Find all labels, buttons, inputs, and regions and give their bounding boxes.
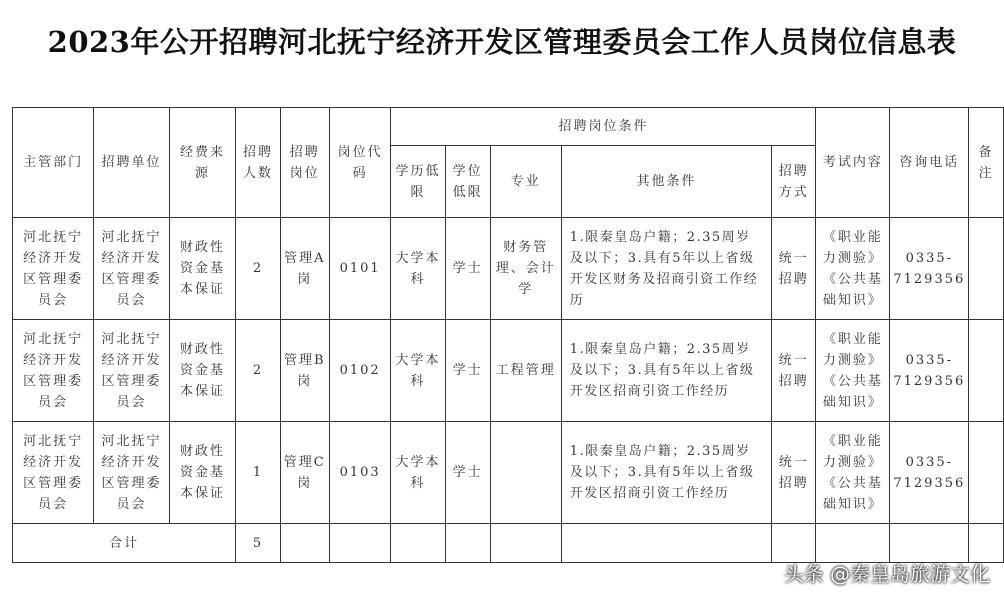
- cell-phone: 0335-7129356: [890, 320, 969, 422]
- header-exam: 考试内容: [816, 108, 890, 218]
- cell-major: 财务管理、会计学: [490, 218, 561, 320]
- header-dept: 主管部门: [13, 108, 94, 218]
- cell-education: 大学本科: [391, 218, 445, 320]
- cell-remark: [969, 320, 1004, 422]
- header-code: 岗位代码: [329, 108, 391, 218]
- cell-phone: 0335-7129356: [890, 422, 969, 524]
- cell-other: 1.限秦皇岛户籍；2.35周岁及以下；3.具有5年以上省级开发区招商引资工作经历: [561, 320, 771, 422]
- cell-phone: 0335-7129356: [890, 218, 969, 320]
- total-count: 5: [236, 524, 280, 563]
- cell-funding: 财政性资金基本保证: [169, 422, 236, 524]
- cell-funding: 财政性资金基本保证: [169, 320, 236, 422]
- total-label: 合计: [13, 524, 236, 563]
- cell-count: 2: [236, 320, 280, 422]
- cell-post: 管理A岗: [280, 218, 329, 320]
- cell-code: 0103: [329, 422, 391, 524]
- header-other: 其他条件: [561, 146, 771, 218]
- cell-exam: 《职业能力测验》《公共基础知识》: [816, 320, 890, 422]
- cell-method: 统一招聘: [772, 422, 816, 524]
- header-method: 招聘方式: [772, 146, 816, 218]
- cell-unit: 河北抚宁经济开发区管理委员会: [94, 320, 169, 422]
- cell-code: 0101: [329, 218, 391, 320]
- cell-post: 管理B岗: [280, 320, 329, 422]
- cell-count: 1: [236, 422, 280, 524]
- header-phone: 咨询电话: [890, 108, 969, 218]
- cell-count: 2: [236, 218, 280, 320]
- cell-unit: 河北抚宁经济开发区管理委员会: [94, 218, 169, 320]
- header-education: 学历低限: [391, 146, 445, 218]
- table-row: [13, 320, 1004, 422]
- header-funding: 经费来源: [169, 108, 236, 218]
- cell-exam: 《职业能力测验》《公共基础知识》: [816, 422, 890, 524]
- cell-other: 1.限秦皇岛户籍；2.35周岁及以下；3.具有5年以上省级开发区招商引资工作经历: [561, 422, 771, 524]
- cell-degree: 学士: [445, 320, 490, 422]
- header-conditions: 招聘岗位条件: [391, 108, 816, 146]
- header-count: 招聘人数: [236, 108, 280, 218]
- cell-dept: 河北抚宁经济开发区管理委员会: [13, 218, 94, 320]
- cell-dept: 河北抚宁经济开发区管理委员会: [13, 320, 94, 422]
- cell-unit: 河北抚宁经济开发区管理委员会: [94, 422, 169, 524]
- cell-other: 1.限秦皇岛户籍；2.35周岁及以下；3.具有5年以上省级开发区财务及招商引资工作经历: [561, 218, 771, 320]
- table-row: [13, 218, 1004, 320]
- total-row: [13, 524, 1004, 563]
- cell-education: 大学本科: [391, 320, 445, 422]
- cell-funding: 财政性资金基本保证: [169, 218, 236, 320]
- header-degree: 学位低限: [445, 146, 490, 218]
- header-unit: 招聘单位: [94, 108, 169, 218]
- table-row: [13, 422, 1004, 524]
- cell-method: 统一招聘: [772, 218, 816, 320]
- watermark: 头条 @秦皇岛旅游文化: [783, 562, 990, 586]
- cell-remark: [969, 422, 1004, 524]
- cell-method: 统一招聘: [772, 320, 816, 422]
- cell-degree: 学士: [445, 422, 490, 524]
- cell-education: 大学本科: [391, 422, 445, 524]
- header-post: 招聘岗位: [280, 108, 329, 218]
- cell-major: [490, 422, 561, 524]
- header-major: 专业: [490, 146, 561, 218]
- cell-degree: 学士: [445, 218, 490, 320]
- cell-major: 工程管理: [490, 320, 561, 422]
- positions-table: [12, 107, 1004, 563]
- cell-post: 管理C岗: [280, 422, 329, 524]
- cell-dept: 河北抚宁经济开发区管理委员会: [13, 422, 94, 524]
- cell-code: 0102: [329, 320, 391, 422]
- cell-remark: [969, 218, 1004, 320]
- header-remark: 备注: [969, 108, 1004, 218]
- page-title: 2023年公开招聘河北抚宁经济开发区管理委员会工作人员岗位信息表: [47, 25, 957, 59]
- cell-exam: 《职业能力测验》《公共基础知识》: [816, 218, 890, 320]
